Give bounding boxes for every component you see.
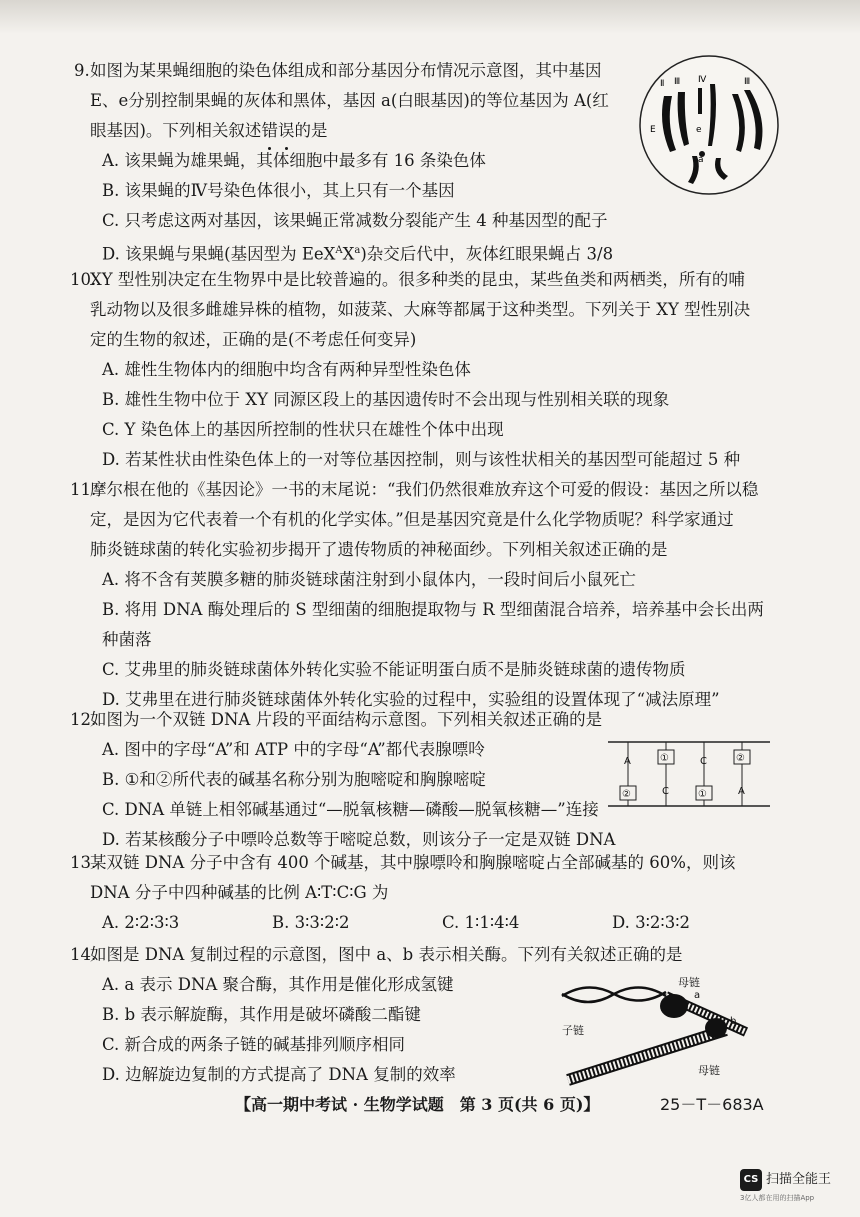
svg-text:①: ① bbox=[698, 789, 707, 800]
question-number: 13. bbox=[70, 853, 97, 872]
svg-text:②: ② bbox=[622, 789, 631, 800]
question-10 bbox=[70, 265, 780, 475]
question-number: 9. bbox=[74, 61, 90, 80]
footer-title: 【高一期中考试 · 生物学试题 第 3 页(共 6 页)】 bbox=[235, 1095, 600, 1114]
option-d: D. 若某核酸分子中嘌呤总数等于嘧啶总数，则该分子一定是双链 DNA bbox=[102, 830, 616, 849]
base-pair-1 bbox=[620, 742, 636, 806]
watermark-name: 扫描全能王 bbox=[766, 1172, 832, 1187]
option-b: B. b 表示解旋酶，其作用是破坏磷酸二酯键 bbox=[102, 1005, 421, 1024]
svg-text:②: ② bbox=[736, 753, 745, 764]
label-IIIb: Ⅲ bbox=[744, 77, 751, 87]
option-a: A. a 表示 DNA 聚合酶，其作用是催化形成氢键 bbox=[102, 975, 454, 994]
enzyme-b bbox=[705, 1018, 727, 1038]
label-a: a bbox=[694, 990, 701, 1001]
cs-logo-icon: CS bbox=[740, 1169, 762, 1191]
label-II: Ⅱ bbox=[660, 79, 665, 89]
stem-line: 定，是因为它代表着一个有机的化学实体。”但是基因究竟是什么化学物质呢？科学家通过 bbox=[90, 510, 734, 529]
question-number: 14. bbox=[70, 945, 97, 964]
stem-line: 如图是 DNA 复制过程的示意图，图中 a、b 表示相关酶。下列有关叙述正确的是 bbox=[90, 945, 683, 964]
question-13 bbox=[70, 848, 780, 938]
option-d: D. 3∶2∶3∶2 bbox=[612, 913, 691, 932]
label-b: b bbox=[730, 1016, 737, 1027]
option-c: C. 新合成的两条子链的碱基排列顺序相同 bbox=[102, 1035, 406, 1054]
question-number: 11. bbox=[70, 480, 97, 499]
stem-line: E、e分别控制果蝇的灰体和黑体，基因 a(白眼基因)的等位基因为 A(红 bbox=[90, 91, 609, 110]
label-mother-top: 母链 bbox=[678, 976, 700, 989]
label-mother-bottom: 母链 bbox=[698, 1064, 720, 1077]
label-child: 子链 bbox=[562, 1024, 584, 1037]
option-c: C. Y 染色体上的基因所控制的性状只在雄性个体中出现 bbox=[102, 420, 504, 439]
option-c: C. DNA 单链上相邻碱基通过“—脱氧核糖—磷酸—脱氧核糖—”连接 bbox=[102, 800, 599, 819]
dna-replication-figure bbox=[548, 972, 778, 1090]
scanner-watermark bbox=[740, 1165, 850, 1209]
label-e: e bbox=[696, 125, 702, 135]
base-pair-3 bbox=[696, 742, 712, 806]
chromosome-figure bbox=[636, 54, 782, 196]
base-pair-4 bbox=[734, 742, 750, 806]
chromosome-x bbox=[698, 88, 702, 114]
option-a: A. 该果蝇为雄果蝇，其体细胞中最多有 16 条染色体 bbox=[102, 151, 486, 170]
option-a: A. 将不含有荚膜多糖的肺炎链球菌注射到小鼠体内，一段时间后小鼠死亡 bbox=[102, 570, 636, 589]
base-pair-2 bbox=[658, 742, 674, 806]
dna-fragment-figure bbox=[606, 738, 772, 810]
option-b: B. ①和②所代表的碱基名称分别为胞嘧啶和胸腺嘧啶 bbox=[102, 770, 486, 789]
enzyme-a bbox=[660, 994, 688, 1018]
option-b-cont: 种菌落 bbox=[102, 630, 152, 649]
label-III: Ⅲ bbox=[674, 77, 681, 87]
stem-line: DNA 分子中四种碱基的比例 A∶T∶C∶G 为 bbox=[90, 883, 389, 902]
option-d: D. 边解旋边复制的方式提高了 DNA 复制的效率 bbox=[102, 1065, 456, 1084]
emphasis-wrong-1 bbox=[261, 121, 294, 140]
question-11 bbox=[70, 475, 780, 715]
question-number: 12. bbox=[70, 710, 97, 729]
option-a: A. 雄性生物体内的细胞中均含有两种异型性染色体 bbox=[102, 360, 471, 379]
stem-line: 摩尔根在他的《基因论》一书的末尾说：“我们仍然很难放弃这个可爱的假设：基因之所以稳 bbox=[90, 480, 759, 499]
option-b: B. 该果蝇的Ⅳ号染色体很小，其上只有一个基因 bbox=[102, 181, 455, 200]
option-c: C. 艾弗里的肺炎链球菌体外转化实验不能证明蛋白质不是肺炎链球菌的遗传物质 bbox=[102, 660, 686, 679]
watermark-sub: 3亿人都在用的扫描App bbox=[740, 1194, 815, 1202]
stem-line: 乳动物以及很多雌雄异株的植物，如菠菜、大麻等都属于这种类型。下列关于 XY 型性别决 bbox=[90, 300, 751, 319]
option-b: B. 雄性生物中位于 XY 同源区段上的基因遗传时不会出现与性别相关联的现象 bbox=[102, 390, 670, 409]
option-c: C. 只考虑这两对基因，该果蝇正常减数分裂能产生 4 种基因型的配子 bbox=[102, 211, 608, 230]
stem-line: 某双链 DNA 分子中含有 400 个碱基，其中腺嘌呤和胸腺嘧啶占全部碱基的 60%，则该 bbox=[90, 853, 736, 872]
svg-text:A: A bbox=[738, 786, 745, 797]
stem-line: 肺炎链球菌的转化实验初步揭开了遗传物质的神秘面纱。下列相关叙述正确的是 bbox=[90, 540, 668, 559]
stem-line: 定的生物的叙述，正确的是(不考虑任何变异) bbox=[90, 330, 417, 349]
option-b: B. 将用 DNA 酶处理后的 S 型细菌的细胞提取物与 R 型细菌混合培养，培养基中会长出两 bbox=[102, 600, 764, 619]
stem-line: 如图为一个双链 DNA 片段的平面结构示意图。下列相关叙述正确的是 bbox=[90, 710, 603, 729]
label-E: E bbox=[650, 125, 656, 135]
svg-text:①: ① bbox=[660, 753, 669, 764]
option-c: C. 1∶1∶4∶4 bbox=[442, 913, 520, 932]
label-IV: Ⅳ bbox=[698, 75, 707, 85]
label-a: a bbox=[698, 155, 704, 165]
option-a: A. 2∶2∶3∶3 bbox=[102, 913, 180, 932]
stem-line: 眼基因)。下列相关叙述错误的是 bbox=[90, 116, 780, 146]
emphasis-char: 误 bbox=[278, 116, 295, 146]
question-number: 10. bbox=[70, 270, 97, 289]
scan-top-shadow bbox=[0, 0, 860, 34]
footer-code: 25－T－683A bbox=[660, 1095, 764, 1114]
stem-line: 如图为某果蝇细胞的染色体组成和部分基因分布情况示意图，其中基因 bbox=[90, 61, 602, 80]
option-d: D. 该果蝇与果蝇(基因型为 $EeX^AX^a$)杂交后代中，灰体红眼果蝇占 3/8 bbox=[102, 244, 614, 264]
options-row bbox=[90, 908, 780, 938]
option-a: A. 图中的字母“A”和 ATP 中的字母“A”都代表腺嘌呤 bbox=[102, 740, 485, 759]
stem-line: XY 型性别决定在生物界中是比较普遍的。很多种类的昆虫，某些鱼类和两栖类，所有的哺 bbox=[90, 270, 745, 289]
emphasis-char: 错 bbox=[261, 116, 278, 146]
option-d: D. 艾弗里在进行肺炎链球菌体外转化实验的过程中，实验组的设置体现了“减法原理” bbox=[102, 690, 720, 709]
option-d: D. 若某性状由性染色体上的一对等位基因控制，则与该性状相关的基因型可能超过 5 种 bbox=[102, 450, 741, 469]
svg-text:C: C bbox=[700, 756, 707, 767]
option-b: B. 3∶3∶2∶2 bbox=[272, 913, 350, 932]
svg-text:A: A bbox=[624, 756, 631, 767]
svg-text:C: C bbox=[662, 786, 669, 797]
